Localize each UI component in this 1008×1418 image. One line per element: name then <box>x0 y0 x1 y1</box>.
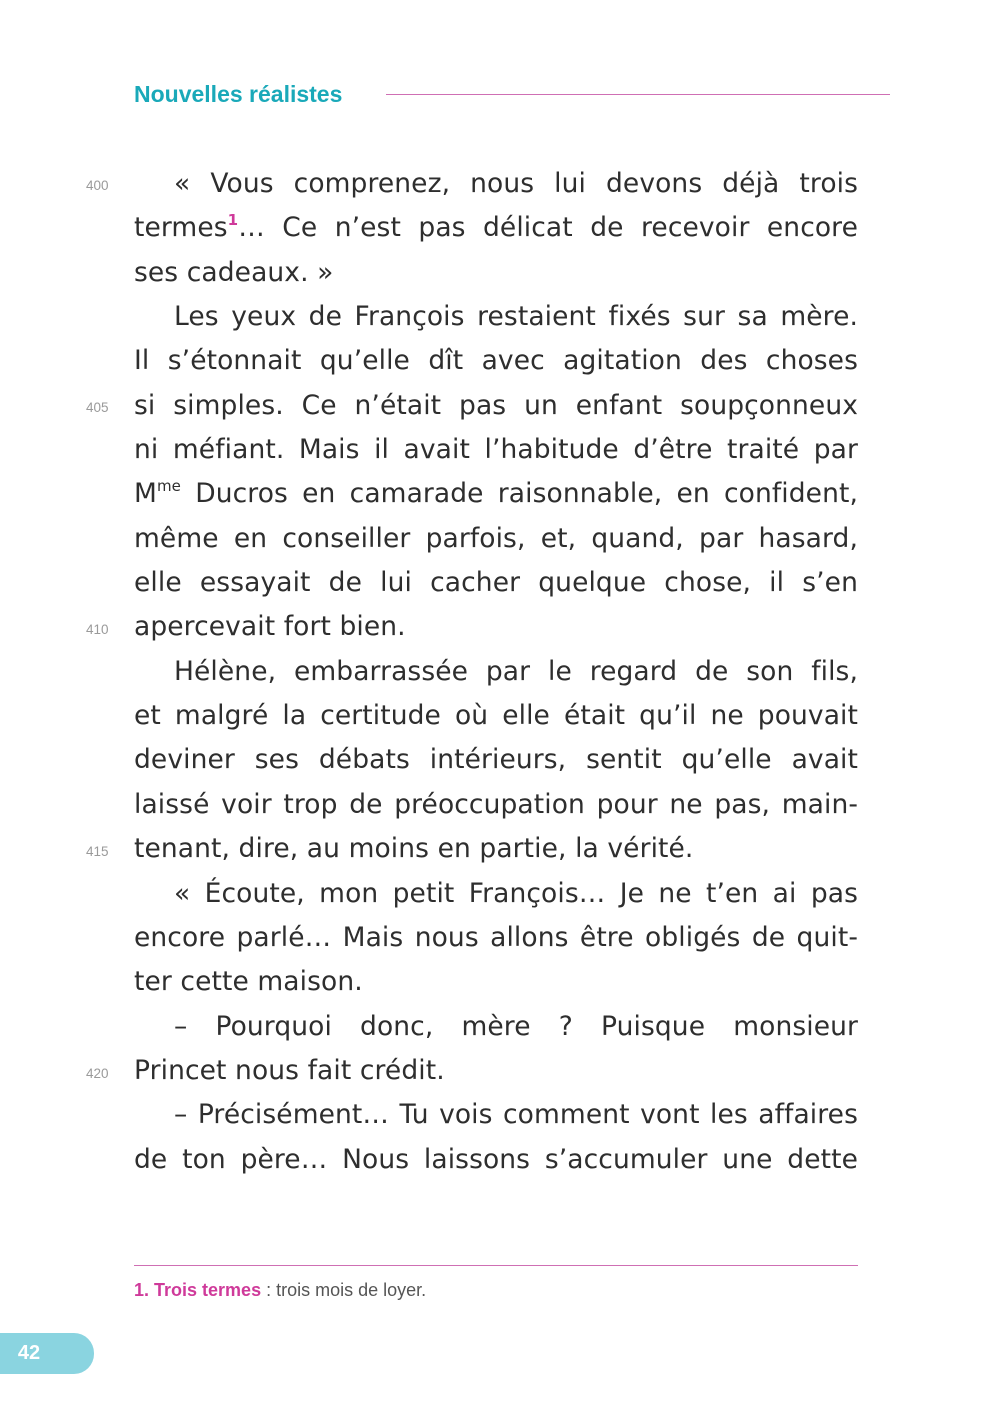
text-line: encore parlé… Mais nous allons être obligés de quit- <box>134 921 858 953</box>
text-line <box>134 206 858 250</box>
section-title: Nouvelles réalistes <box>134 81 343 107</box>
text-line: et malgré la certitude où elle était qu’il ne pouvait <box>134 700 858 732</box>
text-line: même en conseiller parfois, et, quand, par hasard, <box>134 522 858 554</box>
line-number: 400 <box>86 178 109 193</box>
footnote-term: Trois termes <box>154 1280 262 1300</box>
footnote-reference[interactable]: 1 <box>227 211 239 230</box>
footnote-rule <box>134 1265 858 1266</box>
text-line: deviner ses débats intérieurs, sentit qu’elle avait <box>134 744 858 776</box>
abbrev-m: M <box>134 478 157 510</box>
text-line: ter cette maison. <box>134 966 363 998</box>
text-line: tenant, dire, au moins en partie, la vérité. <box>134 833 694 865</box>
text-line: Il s’étonnait qu’elle dît avec agitation des choses <box>134 345 858 377</box>
footnote-definition: : trois mois de loyer. <box>261 1280 427 1300</box>
text-line: – Pourquoi donc, mère ? Puisque monsieur <box>174 1010 858 1042</box>
line-number: 410 <box>86 622 109 637</box>
text-line-rest: … Ce n’est pas délicat de recevoir encore <box>238 212 858 244</box>
text-line: – Précisément… Tu vois comment vont les affaires <box>174 1099 858 1131</box>
abbrev-me: me <box>156 477 182 496</box>
text-line: « Écoute, mon petit François… Je ne t’en ai pas <box>174 877 858 909</box>
text-line: ses cadeaux. » <box>134 256 334 288</box>
text-line: elle essayait de lui cacher quelque chose, il s’en <box>134 567 858 599</box>
footnote <box>134 1280 426 1301</box>
line-number: 420 <box>86 1066 109 1081</box>
footnote-number: 1. <box>134 1280 150 1300</box>
text-line-rest: Ducros en camarade raisonnable, en confident, <box>181 478 858 510</box>
text-line: « Vous comprenez, nous lui devons déjà trois <box>174 168 858 199</box>
header-rule <box>386 94 890 95</box>
text-line: Les yeux de François restaient fixés sur sa mère. <box>174 301 858 333</box>
text-line: de ton père… Nous laissons s’accumuler une dette <box>134 1143 858 1175</box>
word-termes: termes <box>134 212 228 244</box>
text-line <box>134 472 858 516</box>
line-number: 415 <box>86 844 109 859</box>
body-text <box>134 162 858 1182</box>
text-line: Hélène, embarrassée par le regard de son fils, <box>174 655 858 687</box>
page-number: 42 <box>17 1342 41 1364</box>
running-header <box>134 78 890 110</box>
text-line: apercevait fort bien. <box>134 611 406 643</box>
text-line: si simples. Ce n’était pas un enfant soupçonneux <box>134 389 858 421</box>
page-number-badge <box>0 1333 94 1374</box>
line-number: 405 <box>86 400 109 415</box>
text-line: ni méfiant. Mais il avait l’habitude d’être traité par <box>134 434 858 466</box>
text-line: laissé voir trop de préoccupation pour ne pas, main- <box>134 788 858 820</box>
text-line: Princet nous fait crédit. <box>134 1054 445 1086</box>
